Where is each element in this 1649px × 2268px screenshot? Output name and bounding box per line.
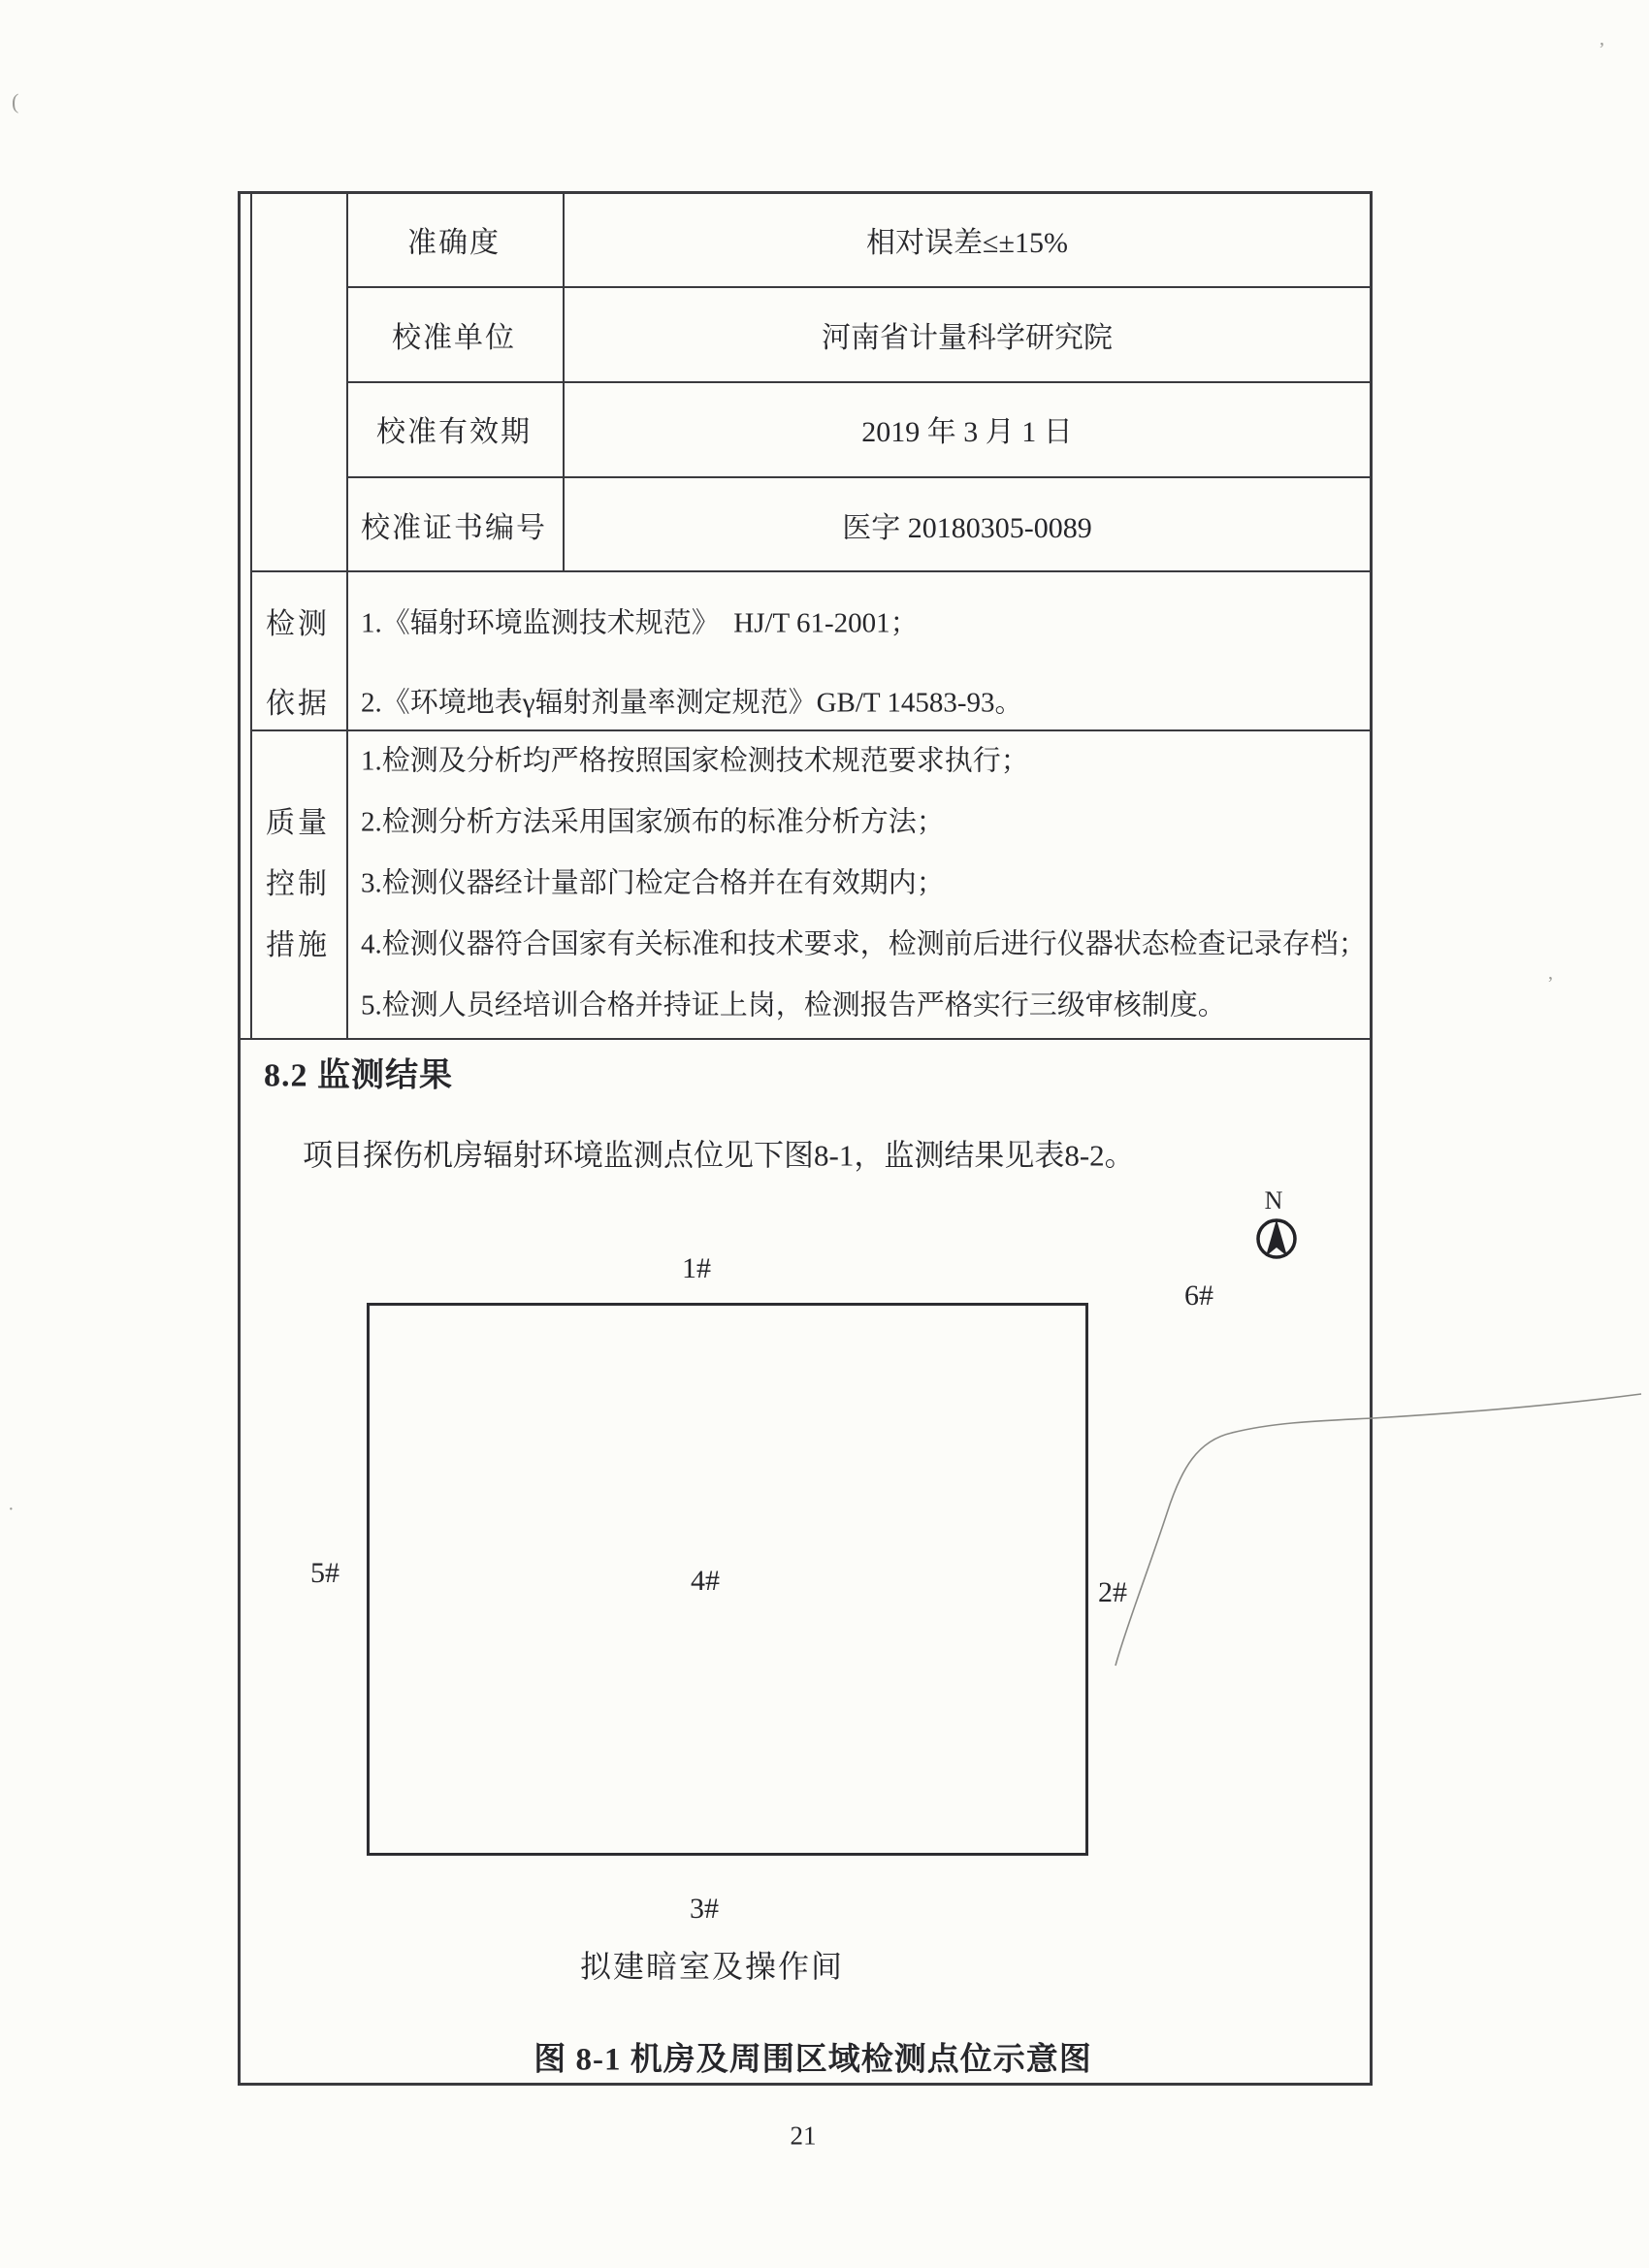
monitor-point-2: 2# bbox=[1098, 1576, 1127, 1608]
quality-item: 3.检测仪器经计量部门检定合格并在有效期内； bbox=[361, 867, 945, 899]
row-value-accuracy: 相对误差≤±15% bbox=[866, 227, 1068, 259]
monitor-point-4: 4# bbox=[691, 1565, 720, 1597]
monitor-point-3: 3# bbox=[690, 1893, 719, 1925]
row-label-accuracy: 准确度 bbox=[407, 227, 501, 259]
monitor-point-5: 5# bbox=[310, 1557, 340, 1589]
row-value-calibration-validity: 2019 年 3 月 1 日 bbox=[861, 416, 1073, 448]
room-name-label: 拟建暗室及操作间 bbox=[579, 1949, 845, 1984]
table-strip-line bbox=[250, 191, 252, 1038]
table-row-sep-1 bbox=[346, 286, 1373, 288]
quality-item: 4.检测仪器符合国家有关标准和技术要求，检测前后进行仪器状态检查记录存档； bbox=[361, 928, 1367, 960]
scan-speck: · bbox=[8, 1499, 15, 1520]
scan-speck: , bbox=[1548, 962, 1553, 984]
quality-label-line1: 质量 bbox=[266, 807, 330, 839]
row-label-calibration-unit: 校准单位 bbox=[392, 322, 516, 354]
quality-item: 2.检测分析方法采用国家颁布的标准分析方法； bbox=[361, 806, 945, 838]
table-row-sep-3 bbox=[346, 476, 1373, 478]
basis-item: 1.《辐射环境监测技术规范》 HJ/T 61-2001； bbox=[361, 607, 919, 639]
scan-speck: ( bbox=[12, 89, 19, 113]
quality-label-line2: 控制 bbox=[266, 868, 330, 900]
room-outline bbox=[367, 1303, 1088, 1856]
table-row-sep-4 bbox=[250, 570, 1373, 572]
table-label-col-line bbox=[346, 191, 348, 1038]
section-paragraph: 项目探伤机房辐射环境监测点位见下图8-1，监测结果见表8-2。 bbox=[303, 1138, 1135, 1173]
scan-speck: ’ bbox=[1599, 39, 1605, 60]
quality-label-line3: 措施 bbox=[266, 929, 330, 961]
compass-north-label: N bbox=[1264, 1186, 1283, 1215]
terrain-curve bbox=[1106, 1382, 1649, 1673]
table-bottom-line bbox=[238, 1038, 1373, 1040]
figure-caption: 图 8-1 机房及周围区域检测点位示意图 bbox=[534, 2042, 1092, 2078]
monitor-point-6: 6# bbox=[1184, 1280, 1213, 1312]
page-number: 21 bbox=[790, 2121, 817, 2151]
table-row-sep-2 bbox=[346, 381, 1373, 383]
row-value-certificate-no: 医字 20180305-0089 bbox=[842, 512, 1092, 544]
section-heading: 8.2 监测结果 bbox=[264, 1057, 453, 1094]
monitor-point-1: 1# bbox=[682, 1252, 711, 1284]
quality-item: 1.检测及分析均严格按照国家检测技术规范要求执行； bbox=[361, 745, 1029, 777]
north-compass-icon bbox=[1251, 1214, 1302, 1264]
row-value-calibration-unit: 河南省计量科学研究院 bbox=[822, 322, 1113, 354]
quality-item: 5.检测人员经培训合格并持证上岗，检测报告严格实行三级审核制度。 bbox=[361, 989, 1226, 1021]
basis-label-line1: 检测 bbox=[266, 608, 330, 640]
basis-label-line2: 依据 bbox=[266, 688, 330, 720]
row-label-calibration-validity: 校准有效期 bbox=[376, 416, 532, 448]
table-row-sep-5 bbox=[250, 729, 1373, 731]
basis-item: 2.《环境地表γ辐射剂量率测定规范》GB/T 14583-93。 bbox=[361, 687, 1023, 719]
row-label-certificate-no: 校准证书编号 bbox=[361, 512, 547, 544]
